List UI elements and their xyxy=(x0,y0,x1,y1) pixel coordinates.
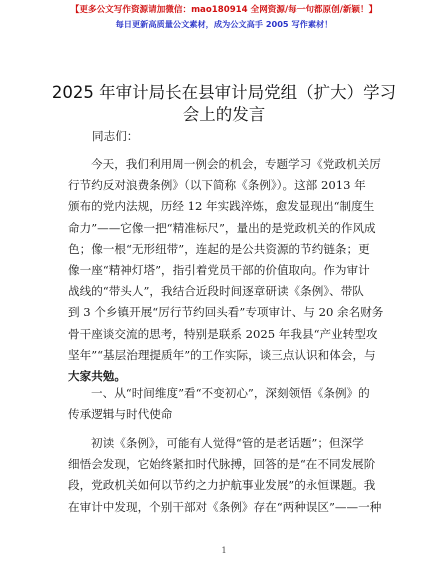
paragraph-line: 段，党政机关如何以节约之力护航事业发展”的永恒课题。我 xyxy=(68,478,376,493)
banner-line-blue: 每日更新高质量公文素材，成为公文高手 2005 写作素材！ xyxy=(115,19,333,29)
page-number: 1 xyxy=(221,546,227,555)
paragraph-line: 色；像一根“无形纽带”，连起的是公共资源的节约链条；更 xyxy=(68,241,370,256)
paragraph-line: 战线的“带头人”，我结合近段时间逐章研读《条例》、带队 xyxy=(68,284,364,299)
heading-line: 一、从“时间维度”看“不变初心”，深刻领悟《条例》的 xyxy=(91,386,370,400)
paragraph-line: 在审计中发现，个别干部对《条例》存在“两种误区”——一种 xyxy=(68,499,382,514)
banner-line-red: 【更多公文写作资源请加微信：mao180914 全网资源/每一句都原创/新颖！】 xyxy=(70,5,378,15)
paragraph-line: 大家共勉。 xyxy=(68,369,126,384)
paragraph-line: 颁布的党内法规，历经 12 年实践淬炼，愈发显现出“制度生 xyxy=(68,199,375,214)
greeting: 同志们： xyxy=(92,129,139,143)
title-line-2: 会上的发言 xyxy=(182,105,266,124)
promo-banner xyxy=(0,0,448,30)
section-heading-1 xyxy=(68,383,384,425)
paragraph-line: 细悟会发现，它始终紧扣时代脉搏，回答的是“在不同发展阶 xyxy=(68,457,376,472)
paragraph-intro xyxy=(68,154,384,387)
paragraph-line: 命力”——它像一把“精准标尺”，量出的是党政机关的作风成 xyxy=(68,220,376,235)
paragraph-line: 坚年”“基层治理提质年”的工作实际，谈三点认识和体会，与 xyxy=(68,347,376,362)
heading-line: 传承逻辑与时代使命 xyxy=(68,407,173,422)
paragraph-line: 初读《条例》，可能有人觉得“管的是老话题”；但深学 xyxy=(91,436,364,450)
document-title xyxy=(40,82,408,126)
title-line-1: 2025 年审计局长在县审计局党组（扩大）学习 xyxy=(51,83,397,102)
paragraph-line: 行节约反对浪费条例》（以下简称《条例》）。这部 2013 年 xyxy=(68,178,366,193)
paragraph-line: 像一座“精神灯塔”，指引着党员干部的价值取向。作为审计 xyxy=(68,263,370,278)
paragraph-line: 骨干座谈交流的思考，特别是联系 2025 年我县“产业转型攻 xyxy=(68,326,378,341)
paragraph-section-1 xyxy=(68,433,384,518)
paragraph-line: 今天，我们利用周一例会的机会，专题学习《党政机关厉 xyxy=(91,157,381,171)
paragraph-line: 到 3 个乡镇开展“厉行节约回头看”专项审计、与 20 余名财务 xyxy=(68,305,384,320)
